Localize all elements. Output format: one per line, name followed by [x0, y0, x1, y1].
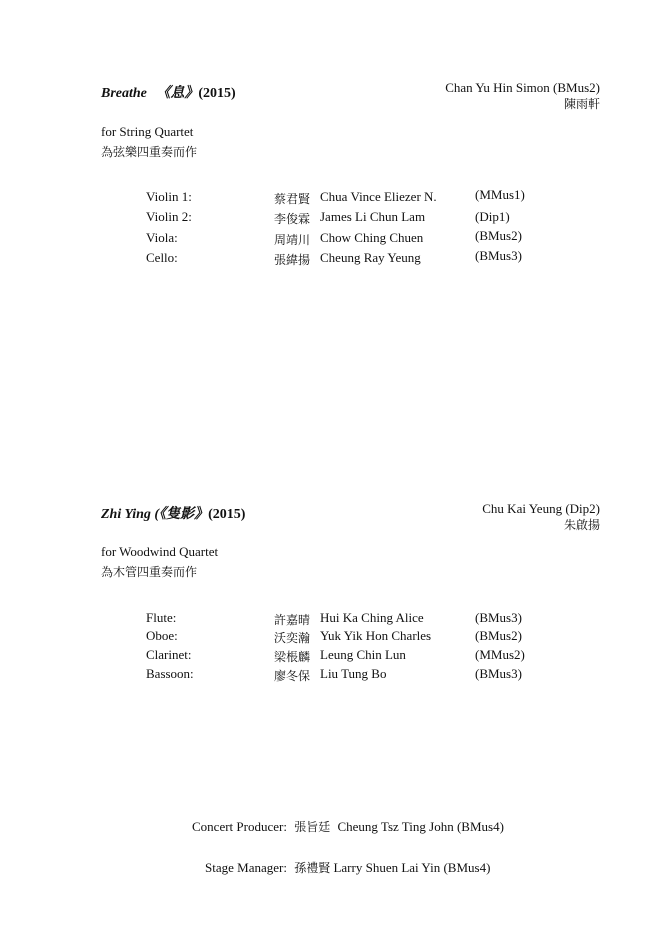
composer: [482, 501, 600, 533]
performer-name: Leung Chin Lun: [320, 647, 406, 662]
piece-year: (2015): [198, 86, 236, 101]
performer-name-zh: 沃奕瀚: [274, 631, 311, 645]
instrument-label: Bassoon:: [146, 666, 194, 681]
instrument-label: Flute:: [146, 610, 177, 625]
piece-title: [101, 82, 236, 102]
producer-name-zh: 張旨廷: [294, 820, 331, 834]
performer-name-zh: 蔡君賢: [274, 192, 311, 206]
performer-name-zh: 張緯揚: [274, 253, 311, 267]
performer-name: Cheung Ray Yeung: [320, 250, 421, 265]
composer: [445, 80, 600, 112]
performer-program: (Dip1): [475, 209, 510, 224]
concert-producer: [192, 818, 504, 835]
performer-name: James Li Chun Lam: [320, 209, 426, 224]
piece-title: [101, 503, 245, 523]
performer-name: Chow Ching Chuen: [320, 230, 424, 245]
producer-label: Concert Producer:: [192, 819, 287, 834]
stage-manager: [205, 859, 490, 876]
performer-name-zh: 許嘉晴: [274, 613, 311, 627]
performer-name: Yuk Yik Hon Charles: [320, 628, 432, 643]
scoring-en: for String Quartet: [101, 124, 194, 139]
piece-title-en: Zhi Ying (: [101, 507, 160, 522]
performer-program: (BMus3): [475, 610, 522, 625]
scoring-en: for Woodwind Quartet: [101, 544, 219, 559]
instrument-label: Violin 2:: [146, 209, 192, 224]
piece-title-zh: 《息》: [156, 86, 199, 101]
instrument-label: Cello:: [146, 250, 178, 265]
piece-year: (2015): [208, 507, 246, 522]
performer-name-zh: 廖冬保: [274, 669, 311, 683]
performer-name-zh: 李俊霖: [274, 212, 311, 226]
performer-name: Chua Vince Eliezer N.: [320, 189, 437, 204]
instrument-label: Violin 1:: [146, 189, 192, 204]
composer-name: Chu Kai Yeung (Dip2): [482, 501, 600, 516]
stage-name: Larry Shuen Lai Yin (BMus4): [333, 860, 491, 875]
composer-name: Chan Yu Hin Simon (BMus2): [445, 80, 600, 95]
instrument-label: Clarinet:: [146, 647, 192, 662]
instrument-label: Oboe:: [146, 628, 178, 643]
stage-name-zh: 孫禮賢: [294, 861, 331, 875]
composer-name-zh: 朱啟揚: [563, 518, 600, 532]
performer-program: (BMus3): [475, 666, 522, 681]
performer-name-zh: 周靖川: [274, 233, 311, 247]
stage-label: Stage Manager:: [205, 860, 287, 875]
scoring: [101, 122, 197, 162]
piece-title-en: Breathe: [101, 86, 147, 101]
performer-program: (MMus1): [475, 187, 525, 202]
scoring-zh: 為弦樂四重奏而作: [101, 145, 198, 159]
composer-name-zh: 陳雨軒: [563, 97, 600, 111]
scoring-zh: 為木管四重奏而作: [101, 565, 198, 579]
performer-program: (BMus2): [475, 228, 522, 243]
scoring: [101, 542, 218, 582]
performer-name-zh: 梁棖麟: [274, 650, 311, 664]
performer-program: (BMus2): [475, 628, 522, 643]
piece-title-zh: 《隻影》: [159, 507, 209, 522]
performer-name: Liu Tung Bo: [320, 666, 387, 681]
performer-program: (MMus2): [475, 647, 525, 662]
performer-name: Hui Ka Ching Alice: [320, 610, 424, 625]
instrument-label: Viola:: [146, 230, 178, 245]
performer-program: (BMus3): [475, 248, 522, 263]
producer-name: Cheung Tsz Ting John (BMus4): [337, 819, 504, 834]
